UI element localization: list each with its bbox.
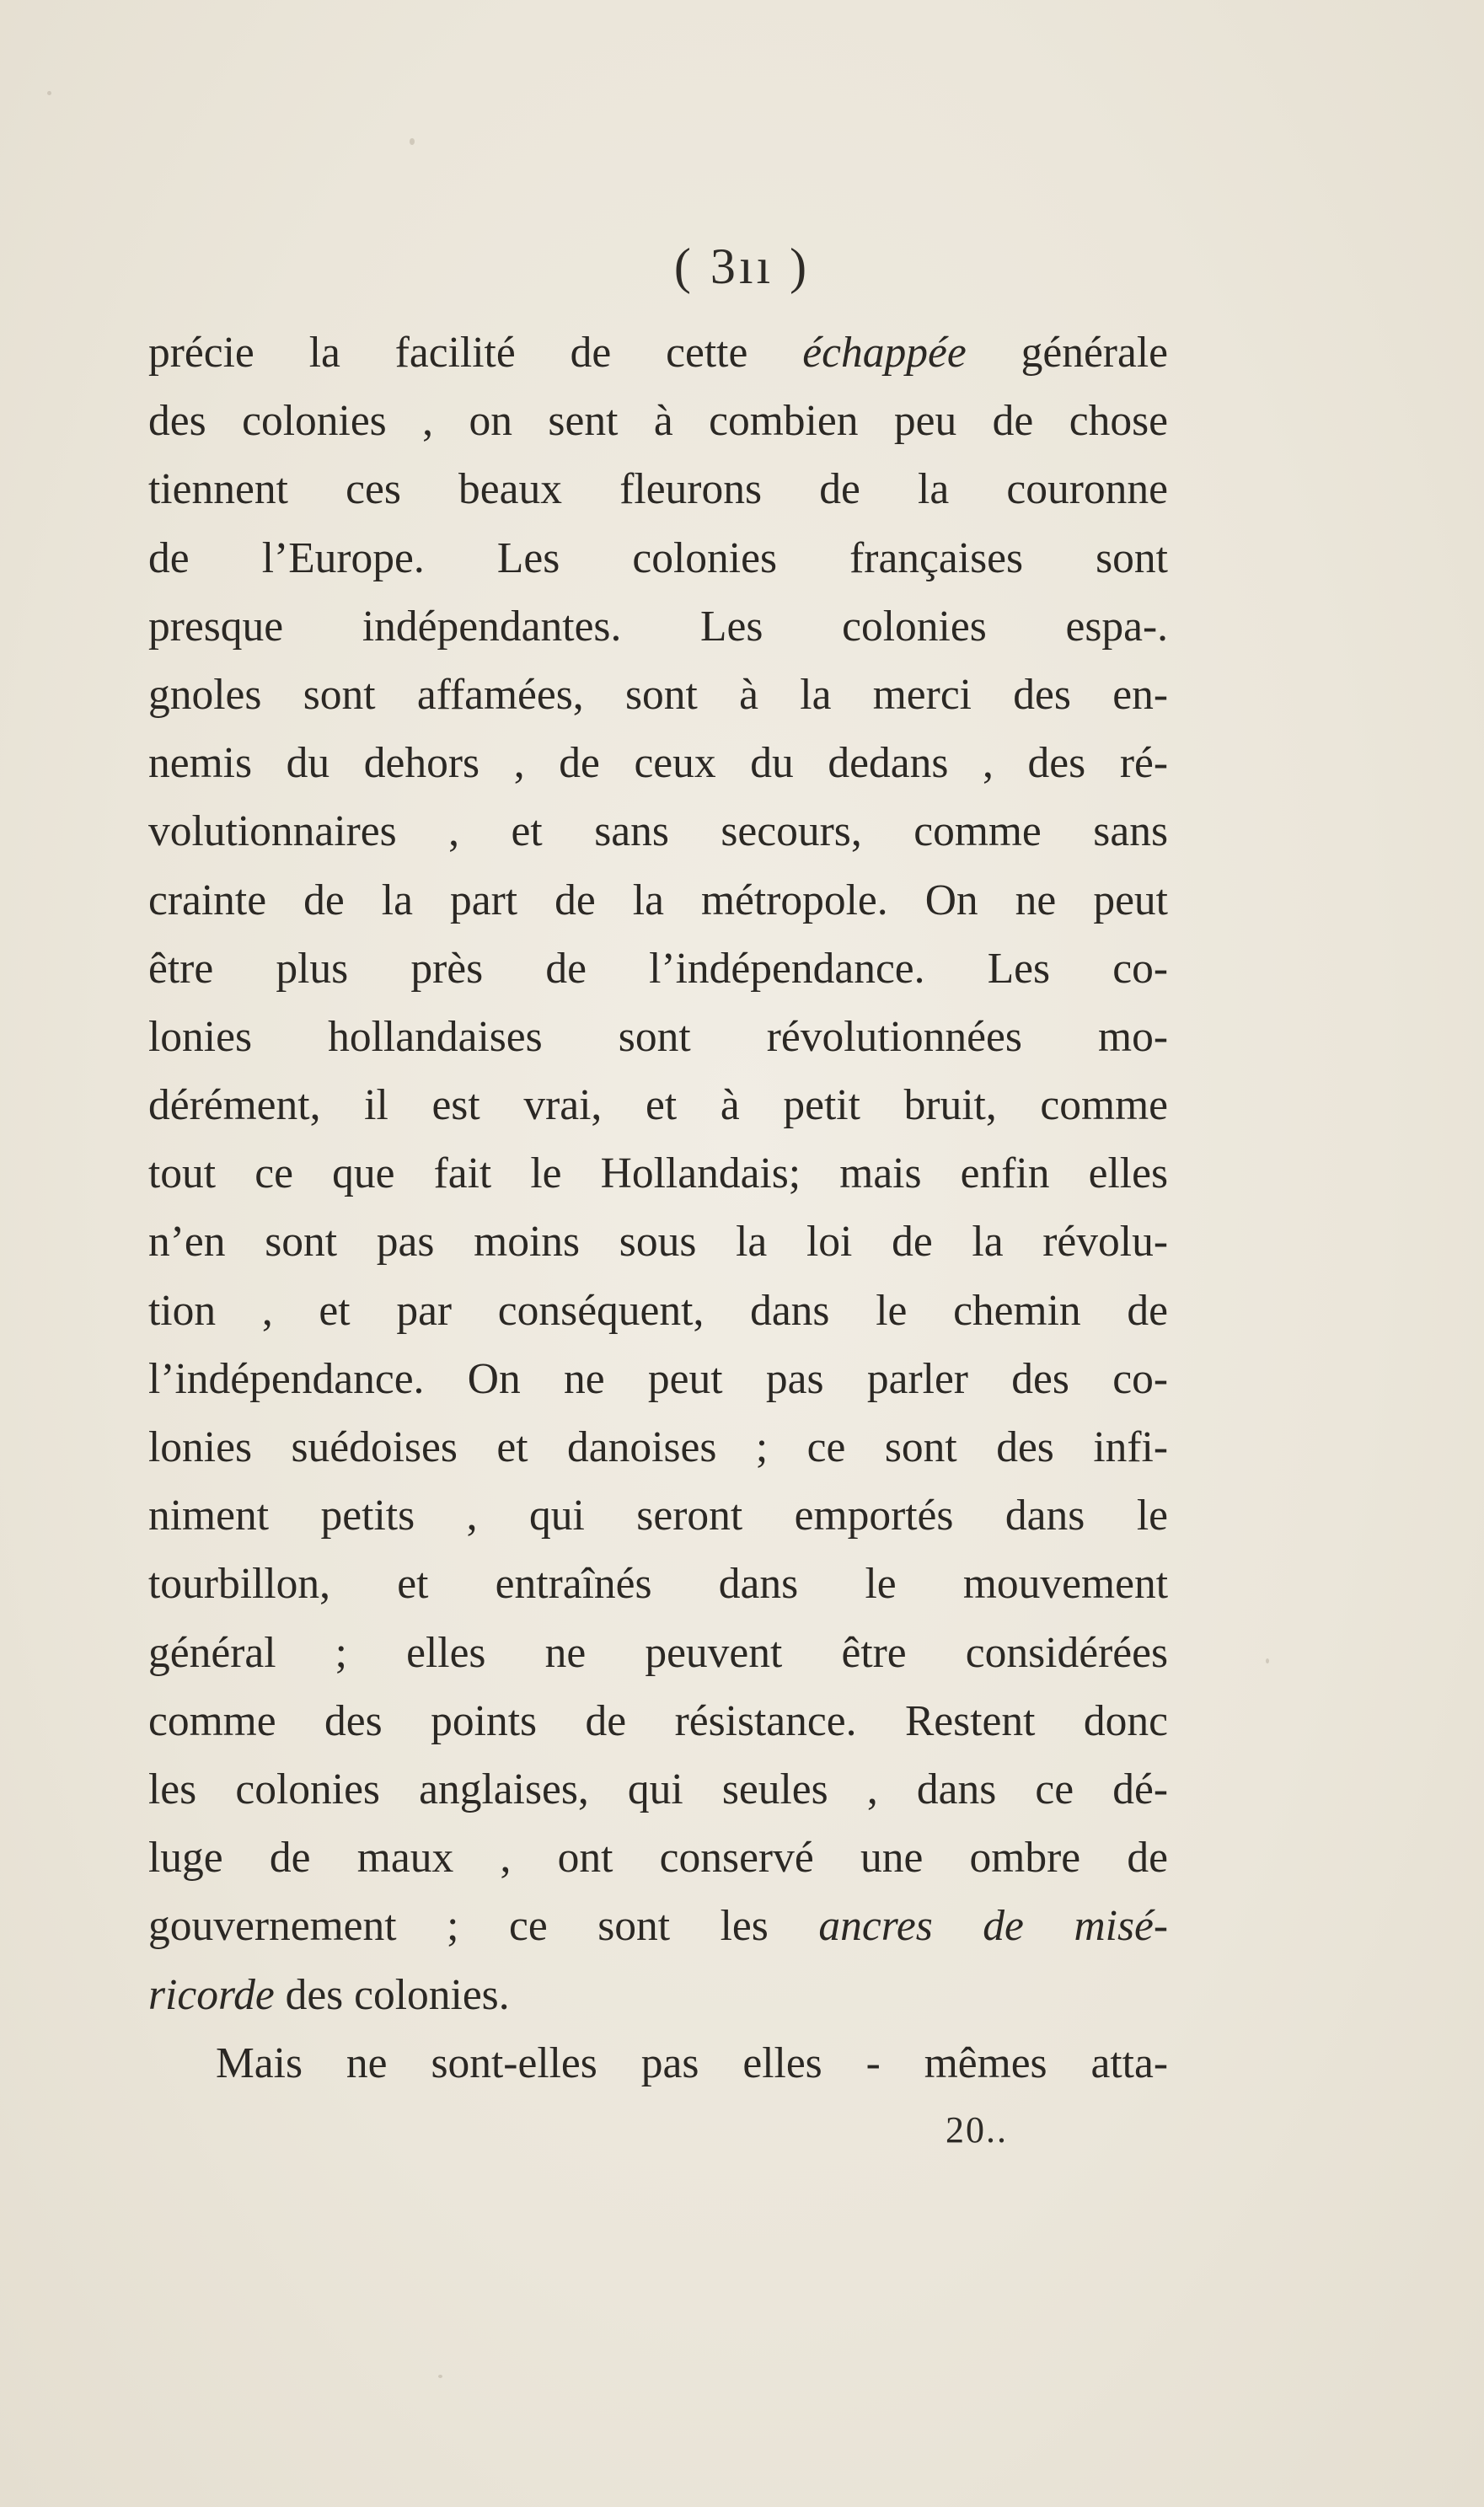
paragraph-start-line: Mais ne sont-elles pas elles - mêmes atta- bbox=[216, 2038, 1168, 2087]
text-line: luge de maux , ont conservé une ombre de bbox=[148, 1834, 1168, 1883]
text-line: des colonies , on sent à combien peu de chose bbox=[148, 397, 1168, 446]
text-line: nemis du dehors , de ceux du dedans , des ré- bbox=[148, 739, 1168, 788]
text-line: de l’Europe. Les colonies françaises sont bbox=[148, 533, 1168, 582]
paper-speck bbox=[438, 2375, 442, 2378]
text-line: gnoles sont affamées, sont à la merci des en- bbox=[148, 670, 1168, 719]
text-line: dérément, il est vrai, et à petit bruit, comme bbox=[148, 1081, 1168, 1130]
paper-speck bbox=[410, 138, 415, 145]
text-line: tout ce que fait le Hollandais; mais enfin elles bbox=[148, 1149, 1168, 1198]
text-line: lonies hollandaises sont révolutionnées mo- bbox=[148, 1012, 1168, 1061]
text-line: presque indépendantes. Les colonies espa-. bbox=[148, 602, 1168, 651]
text-line: ricorde des colonies. bbox=[148, 1970, 510, 2019]
text-line: n’en sont pas moins sous la loi de la révolu- bbox=[148, 1218, 1168, 1267]
text-line: l’indépendance. On ne peut pas parler des co- bbox=[148, 1354, 1168, 1403]
text-line: crainte de la part de la métropole. On ne peut bbox=[148, 876, 1168, 924]
text-line: être plus près de l’indépendance. Les co- bbox=[148, 944, 1168, 993]
paper-speck bbox=[1266, 1658, 1269, 1663]
text-line: précie la facilité de cette échappée générale bbox=[148, 329, 1168, 377]
text-line: lonies suédoises et danoises ; ce sont des infi- bbox=[148, 1423, 1168, 1471]
page-number: ( 3ıı ) bbox=[673, 238, 811, 294]
catchword: 20.. bbox=[946, 2109, 1008, 2151]
text-line: gouvernement ; ce sont les ancres de misé- bbox=[148, 1902, 1168, 1951]
paper-speck bbox=[47, 91, 51, 95]
text-line: général ; elles ne peuvent être considérées bbox=[148, 1628, 1168, 1677]
body-text bbox=[148, 319, 1168, 2097]
text-line: niment petits , qui seront emportés dans le bbox=[148, 1492, 1168, 1540]
text-line: volutionnaires , et sans secours, comme sans bbox=[148, 807, 1168, 856]
text-line: tiennent ces beaux fleurons de la couronne bbox=[148, 465, 1168, 514]
text-line: tourbillon, et entraînés dans le mouvement bbox=[148, 1560, 1168, 1609]
text-line: comme des points de résistance. Restent donc bbox=[148, 1696, 1168, 1745]
text-line: les colonies anglaises, qui seules , dans ce dé- bbox=[148, 1765, 1168, 1813]
text-line: tion , et par conséquent, dans le chemin de bbox=[148, 1286, 1168, 1335]
